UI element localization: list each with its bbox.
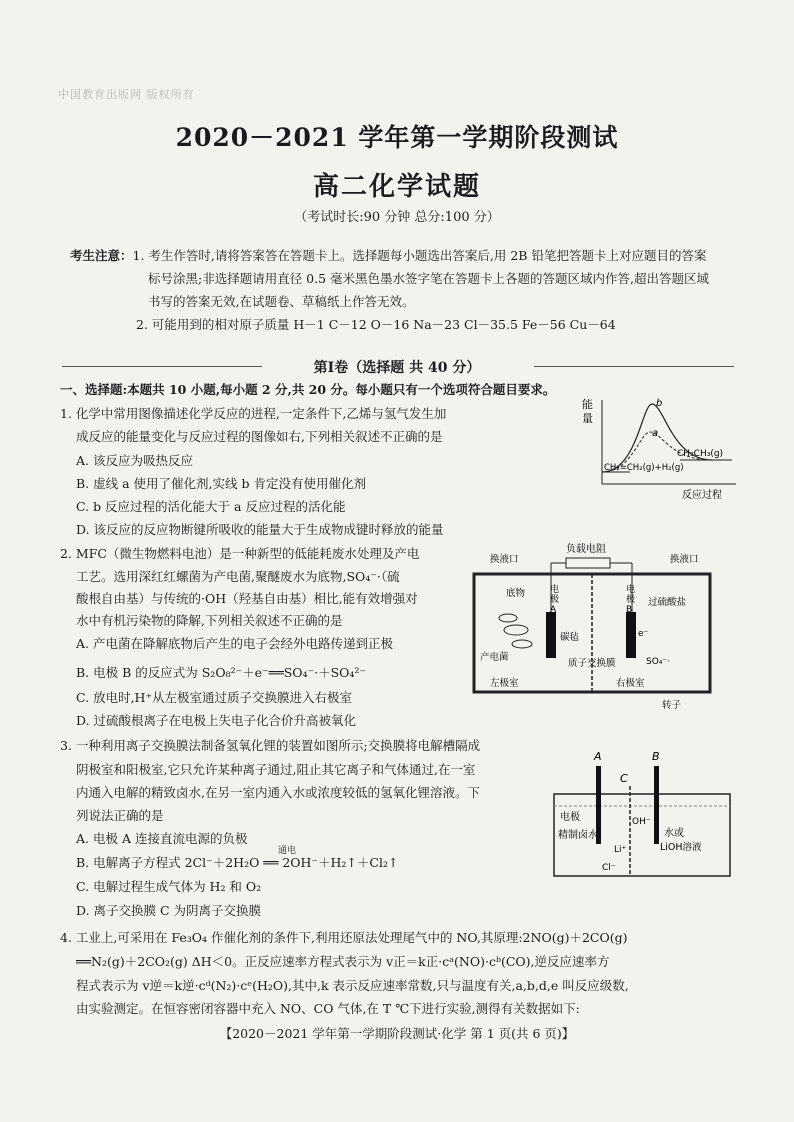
q2-inlet-right: 换液口 [670,554,699,565]
notice-label: 考生注意： [70,248,133,263]
q2-ea-2: 极 [550,595,560,605]
q1-stem-a: 1. 化学中常用图像描述化学反应的进程,一定条件下,乙烯与氢气发生加 [60,406,447,421]
q4-line-c: 程式表示为 v逆＝k逆·cᵈ(N₂)·cᵉ(H₂O),其中,k 表示反应速率常数,只与温度有关,a,b,d,e 叫反应级数, [76,978,629,993]
q2-option-b: B. 电极 B 的反应式为 S₂O₈²⁻＋e⁻══SO₄⁻·＋SO₄²⁻ [76,665,367,680]
q2-bacteria: 产电菌 [480,652,509,663]
q3-li: Li⁺ [614,845,627,855]
q3-option-b-text: B. 电解离子方程式 2Cl⁻＋2H₂O ══ 2OH⁻＋H₂↑＋Cl₂↑ [76,855,399,870]
q3-electrolysis-diagram [548,748,736,880]
q2-right-chamber: 右极室 [616,678,645,689]
q2-eb-1: 电 [626,585,636,595]
q2-electrode-b [626,612,636,658]
q2-load-resistor [566,558,610,568]
q1-option-b: B. 虚线 a 使用了催化剂,实线 b 肯定没有使用催化剂 [76,476,366,491]
q2-rotor: 转子 [662,700,682,711]
q3-label-c: C [620,772,628,785]
q1-option-a: A. 该反应为吸热反应 [76,453,193,468]
q2-mfc-diagram [466,540,734,712]
q2-stem-d: 水中有机污染物的降解,下列相关叙述不正确的是 [76,613,343,628]
q2-bacteria-shape-3 [499,614,517,622]
q1-stem-b: 成反应的能量变化与反应过程的图像如右,下列相关叙述不正确的是 [76,429,443,444]
notice-item1-a: 1. 考生作答时,请将答案答在答题卡上。选择题每小题选出答案后,用 2B 铅笔把答题卡上对应题目的答案 [132,248,707,263]
q1-label-b: b [656,398,663,409]
q2-bacteria-shape-1 [504,625,528,635]
q3-oh: OH⁻ [632,817,651,827]
q4-line-d: 由实验测定。在恒容密闭容器中充入 NO、CO 气体,在 T ℃下进行实验,测得有关数据如下: [76,1001,580,1016]
q2-option-a: A. 产电菌在降解底物后产生的电子会经外电路传递到正极 [76,636,393,651]
q3-stem-c: 内通入电解的精致卤水,在另一室内通入水或浓度较低的氢氧化锂溶液。下 [76,785,480,800]
q3-label-b: B [652,750,660,763]
q2-carbon: 碳毡 [560,632,580,643]
q3-electrode-label: 电极 [560,812,580,823]
q1-option-d: D. 该反应的反应物断键所吸收的能量大于生成物成键时释放的能量 [76,522,444,537]
q2-bacteria-shape-2 [512,640,532,648]
q4-line-a: 4. 工业上,可采用在 Fe₃O₄ 作催化剂的条件下,利用还原法处理尾气中的 NO,其原理:2NO(g)＋2CO(g) [60,930,628,945]
subject-title: 高二化学试题 [312,172,481,202]
q3-option-d: D. 离子交换膜 C 为阴离子交换膜 [76,903,262,918]
q2-option-c: C. 放电时,H⁺从左极室通过质子交换膜进入右极室 [76,690,353,705]
q1-fig-ylabel-2: 量 [582,412,593,425]
section-rule-left [62,366,262,367]
q3-stem-a: 3. 一种利用离子交换膜法制备氢氧化锂的装置如图所示;交换膜将电解槽隔成 [60,738,481,753]
exam-info: （考试时长:90 分钟 总分:100 分） [294,210,500,225]
q3-option-b [76,854,398,871]
q2-eb-2: 极 [626,595,636,605]
q2-substrate: 底物 [506,588,526,599]
q2-membrane-label: 质子交换膜 [568,658,616,669]
q2-persulfate: 过硫酸盐 [648,597,687,608]
q2-load-label: 负载电阻 [566,544,606,555]
page-footer: 【2020－2021 学年第一学期阶段测试·化学 第 1 页(共 6 页)】 [219,1026,575,1041]
q3-brine: 精制卤水 [558,830,598,841]
q3-option-b-condition: 通电 [278,846,297,856]
q3-cl: Cl⁻ [602,863,616,873]
q2-left-chamber: 左极室 [490,678,519,689]
q2-inlet-left: 换液口 [490,554,519,565]
q2-ea-3: A [550,605,557,615]
exam-title: 2020－2021 学年第一学期阶段测试 [175,123,619,152]
q3-stem-d: 列说法正确的是 [76,808,164,823]
q4-line-b: ══N₂(g)＋2CO₂(g) ΔH＜0。正反应速率方程式表示为 v正＝k正·cᵃ(NO)·cᵇ(CO),逆反应速率方 [76,954,610,969]
q2-eminus: e⁻ [638,629,649,639]
q1-label-a: a [652,428,659,439]
q3-lioh: LiOH溶液 [660,842,702,853]
q2-stem-a: 2. MFC（微生物燃料电池）是一种新型的低能耗废水处理及产电 [60,546,420,561]
section-title: 第Ⅰ卷（选择题 共 40 分） [313,360,481,376]
notice-item1-b: 标号涂黑;非选择题请用直径 0.5 毫米黑色墨水签字笔在答题卡上各题的答题区域内作答,超出答题区域 [148,271,710,286]
q1-fig-ylabel-1: 能 [582,398,593,411]
notice-item2: 2. 可能用到的相对原子质量 H－1 C－12 O－16 Na－23 Cl－35.5 Fe－56 Cu－64 [136,317,616,332]
notice-item1-c: 书写的答案无效,在试题卷、草稿纸上作答无效。 [148,294,415,309]
q2-ea-1: 电 [550,585,560,595]
q1-xlabel: 反应过程 [682,490,722,501]
notice-line-1 [70,247,706,264]
q2-sulfate: SO₄⁻· [646,657,671,667]
q1-energy-diagram [582,392,742,504]
q2-eb-3: B [626,605,633,615]
q1-product-label: CH₃CH₃(g) [677,449,724,459]
q1-reactant-label: CH₂=CH₂(g)+H₂(g) [604,463,684,473]
q3-option-a: A. 电极 A 连接直流电源的负极 [76,831,248,846]
q3-electrode-b [654,766,659,844]
q3-option-c: C. 电解过程生成气体为 H₂ 和 O₂ [76,879,262,894]
q2-stem-c: 酸根自由基）与传统的·OH（羟基自由基）相比,能有效增强对 [76,591,418,606]
faint-header-text: 中国教育出版网 版权所有 [58,88,195,101]
section-rule-right [534,366,734,367]
q3-label-a: A [594,750,602,763]
q3-water: 水或 [664,828,684,839]
section-instruction: 一、选择题:本题共 10 小题,每小题 2 分,共 20 分。每小题只有一个选项符合题目要求。 [60,382,556,397]
q2-stem-b: 工艺。选用深红红螺菌为产电菌,聚醚废水为底物,SO₄⁻·（硫 [76,569,400,584]
q2-electrode-a [546,612,556,658]
q1-option-c: C. b 反应过程的活化能大于 a 反应过程的活化能 [76,499,346,514]
q2-option-d: D. 过硫酸根离子在电极上失电子化合价升高被氧化 [76,713,357,728]
q3-stem-b: 阴极室和阳极室,它只允许某种离子通过,阻止其它离子和气体通过,在一室 [76,762,476,777]
